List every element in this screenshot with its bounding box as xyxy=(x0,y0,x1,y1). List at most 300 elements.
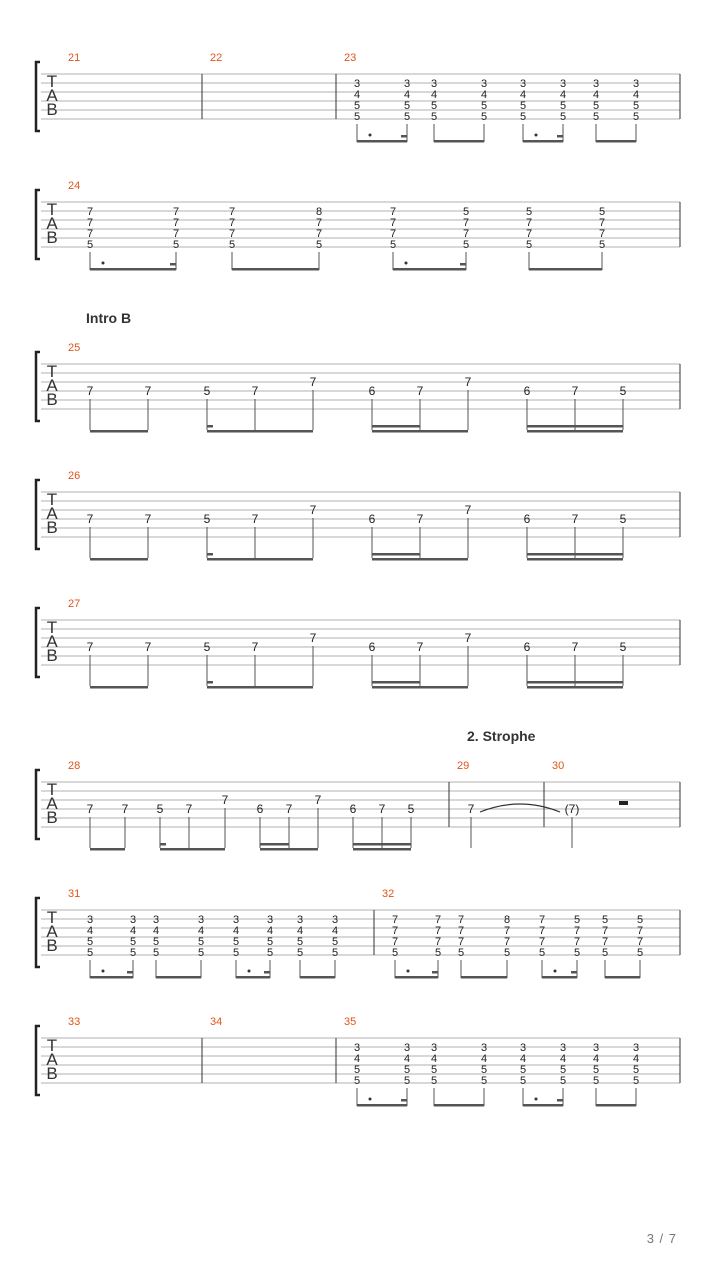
fret-number: 7 xyxy=(525,217,533,229)
fret-number: 5 xyxy=(519,100,527,112)
fret-number: 8 xyxy=(315,206,323,218)
fret-number: 7 xyxy=(467,802,475,816)
fret-number: 4 xyxy=(403,89,411,101)
fret-number: 3 xyxy=(86,914,94,926)
beam xyxy=(393,268,466,271)
fret-number: 5 xyxy=(559,111,567,123)
beam xyxy=(300,976,335,979)
fret-number: 4 xyxy=(519,89,527,101)
beam xyxy=(264,971,270,974)
fret-number: 5 xyxy=(601,914,609,926)
fret-number: 5 xyxy=(480,100,488,112)
fret-number: 4 xyxy=(480,1053,488,1065)
beam xyxy=(353,848,411,851)
fret-number: 4 xyxy=(632,1053,640,1065)
fret-number: 5 xyxy=(86,239,94,251)
beam xyxy=(170,263,176,266)
fret-number: 5 xyxy=(559,1064,567,1076)
beam xyxy=(527,430,623,433)
fret-number: 4 xyxy=(559,1053,567,1065)
fret-number: 7 xyxy=(309,503,317,517)
dot xyxy=(102,970,105,973)
fret-number: 5 xyxy=(592,1075,600,1087)
dot xyxy=(407,970,410,973)
beam xyxy=(434,140,484,143)
fret-number: 5 xyxy=(315,239,323,251)
beam xyxy=(232,268,319,271)
fret-number: 5 xyxy=(403,1075,411,1087)
fret-number: 5 xyxy=(232,936,240,948)
fret-number: 7 xyxy=(221,793,229,807)
fret-number: 5 xyxy=(519,1075,527,1087)
fret-number: 4 xyxy=(266,925,274,937)
fret-number: 5 xyxy=(619,384,627,398)
beam xyxy=(527,681,623,684)
fret-number: 4 xyxy=(559,89,567,101)
fret-number: 5 xyxy=(353,111,361,123)
measure-number: 32 xyxy=(382,888,395,900)
fret-number: 4 xyxy=(197,925,205,937)
fret-number: 7 xyxy=(464,631,472,645)
fret-number: 3 xyxy=(592,1042,600,1054)
fret-number: 5 xyxy=(391,947,399,959)
fret-number: 6 xyxy=(523,512,531,526)
fret-number: 5 xyxy=(353,1075,361,1087)
fret-number: 7 xyxy=(228,206,236,218)
fret-number: 7 xyxy=(86,512,94,526)
fret-number: 5 xyxy=(203,640,211,654)
tab-clef-t: T xyxy=(46,362,58,381)
fret-number: 4 xyxy=(403,1053,411,1065)
fret-number: 5 xyxy=(430,111,438,123)
fret-number: 5 xyxy=(353,1064,361,1076)
fret-number: 3 xyxy=(632,78,640,90)
measure-number: 21 xyxy=(68,52,81,64)
fret-number: 7 xyxy=(251,640,259,654)
fret-number: 7 xyxy=(416,512,424,526)
tab-clef-a: A xyxy=(46,632,58,651)
fret-number: 7 xyxy=(315,228,323,240)
fret-number: 5 xyxy=(156,802,164,816)
fret-number: 3 xyxy=(353,1042,361,1054)
beam xyxy=(401,1099,407,1102)
fret-number: 3 xyxy=(152,914,160,926)
fret-number: 5 xyxy=(573,947,581,959)
fret-number: 4 xyxy=(331,925,339,937)
fret-number: 7 xyxy=(571,384,579,398)
dot xyxy=(369,1098,372,1101)
measure-number: 27 xyxy=(68,598,81,610)
beam xyxy=(353,843,411,846)
fret-number: 5 xyxy=(632,111,640,123)
tab-clef-b: B xyxy=(46,390,58,409)
fret-number: 3 xyxy=(519,78,527,90)
fret-number: 5 xyxy=(619,640,627,654)
fret-number: 5 xyxy=(462,206,470,218)
fret-number: 7 xyxy=(86,206,94,218)
beam xyxy=(401,135,407,138)
fret-number: 6 xyxy=(368,384,376,398)
fret-number: 6 xyxy=(349,802,357,816)
beam xyxy=(461,976,507,979)
fret-number: 5 xyxy=(203,512,211,526)
fret-number: 7 xyxy=(86,384,94,398)
fret-number: 7 xyxy=(434,925,442,937)
fret-number: 5 xyxy=(619,512,627,526)
fret-number: 5 xyxy=(559,100,567,112)
beam xyxy=(605,976,640,979)
tab-clef-b: B xyxy=(46,100,58,119)
fret-number: 5 xyxy=(592,111,600,123)
fret-number: 5 xyxy=(480,111,488,123)
dot xyxy=(369,134,372,137)
fret-number: 3 xyxy=(519,1042,527,1054)
fret-number: 4 xyxy=(86,925,94,937)
tab-system xyxy=(36,770,680,851)
fret-number: 5 xyxy=(331,947,339,959)
beam xyxy=(529,268,602,271)
fret-number: 3 xyxy=(266,914,274,926)
beam xyxy=(372,681,420,684)
fret-number: 3 xyxy=(331,914,339,926)
fret-number: 7 xyxy=(601,936,609,948)
fret-number: 5 xyxy=(457,947,465,959)
fret-number: 7 xyxy=(228,228,236,240)
fret-number: 5 xyxy=(525,206,533,218)
beam xyxy=(90,268,176,271)
tab-clef-a: A xyxy=(46,86,58,105)
beam xyxy=(523,1104,563,1107)
tab-clef-b: B xyxy=(46,646,58,665)
beam xyxy=(527,558,623,561)
beam xyxy=(207,681,213,684)
fret-number: 5 xyxy=(632,100,640,112)
dot xyxy=(535,1098,538,1101)
fret-number: 3 xyxy=(480,78,488,90)
fret-number: 7 xyxy=(636,925,644,937)
beam xyxy=(557,1099,563,1102)
fret-number: 5 xyxy=(403,1064,411,1076)
beam xyxy=(90,558,148,561)
fret-number: 7 xyxy=(315,217,323,229)
measure-number: 22 xyxy=(210,52,223,64)
fret-number: 4 xyxy=(592,1053,600,1065)
fret-number: 4 xyxy=(480,89,488,101)
fret-number: 7 xyxy=(457,936,465,948)
fret-number: 5 xyxy=(203,384,211,398)
tie xyxy=(480,804,560,812)
fret-number: 5 xyxy=(197,936,205,948)
beam xyxy=(160,843,166,846)
beam xyxy=(207,558,313,561)
fret-number: 3 xyxy=(592,78,600,90)
beam xyxy=(90,430,148,433)
dot xyxy=(102,262,105,265)
beam xyxy=(523,140,563,143)
beam xyxy=(127,971,133,974)
beam xyxy=(372,558,468,561)
beam xyxy=(542,976,577,979)
fret-number: 7 xyxy=(571,640,579,654)
measure-number: 33 xyxy=(68,1016,81,1028)
tab-clef-t: T xyxy=(46,200,58,219)
fret-number: 5 xyxy=(632,1064,640,1076)
fret-number: 7 xyxy=(462,228,470,240)
fret-number: 5 xyxy=(525,239,533,251)
measure-number: 24 xyxy=(68,180,81,192)
fret-number: 7 xyxy=(601,925,609,937)
fret-number: 7 xyxy=(416,384,424,398)
dot xyxy=(535,134,538,137)
section-label: Intro B xyxy=(86,310,132,326)
fret-number: 7 xyxy=(86,640,94,654)
beam xyxy=(372,425,420,428)
tab-clef-b: B xyxy=(46,936,58,955)
fret-number: 4 xyxy=(430,89,438,101)
fret-number: 5 xyxy=(296,936,304,948)
beam xyxy=(596,1104,636,1107)
system-bracket xyxy=(36,898,40,967)
tab-clef-t: T xyxy=(46,618,58,637)
beam xyxy=(90,848,125,851)
fret-number: 5 xyxy=(172,239,180,251)
fret-number: 3 xyxy=(430,78,438,90)
dot xyxy=(405,262,408,265)
system-bracket xyxy=(36,770,40,839)
fret-number: 7 xyxy=(391,925,399,937)
beam xyxy=(432,971,438,974)
system-bracket xyxy=(36,352,40,421)
fret-number: 7 xyxy=(285,802,293,816)
rest xyxy=(619,801,628,805)
tab-clef-b: B xyxy=(46,808,58,827)
fret-number: 7 xyxy=(503,936,511,948)
fret-number: 7 xyxy=(185,802,193,816)
beam xyxy=(207,553,213,556)
tab-clef-b: B xyxy=(46,1064,58,1083)
beam xyxy=(260,843,289,846)
tab-clef-a: A xyxy=(46,504,58,523)
fret-number: 5 xyxy=(636,914,644,926)
fret-number: 4 xyxy=(129,925,137,937)
fret-number: 7 xyxy=(251,384,259,398)
fret-number: 7 xyxy=(144,640,152,654)
measure-number: 23 xyxy=(344,52,357,64)
measure-number: 31 xyxy=(68,888,81,900)
beam xyxy=(357,140,407,143)
fret-number: 4 xyxy=(430,1053,438,1065)
fret-number: 5 xyxy=(266,947,274,959)
fret-number: 3 xyxy=(403,78,411,90)
fret-number: 5 xyxy=(601,947,609,959)
fret-number: 5 xyxy=(403,111,411,123)
fret-number: 7 xyxy=(598,228,606,240)
system-bracket xyxy=(36,608,40,677)
fret-number: 5 xyxy=(462,239,470,251)
fret-number: 7 xyxy=(314,793,322,807)
beam xyxy=(372,686,468,689)
fret-number: 7 xyxy=(464,375,472,389)
fret-number: 6 xyxy=(523,384,531,398)
fret-number: 5 xyxy=(573,914,581,926)
beam xyxy=(156,976,201,979)
fret-number: 7 xyxy=(457,914,465,926)
tab-clef-t: T xyxy=(46,908,58,927)
fret-number: 4 xyxy=(592,89,600,101)
beam xyxy=(527,553,623,556)
fret-number: 7 xyxy=(86,217,94,229)
fret-number: 7 xyxy=(573,925,581,937)
fret-number: 5 xyxy=(430,100,438,112)
fret-number: 5 xyxy=(129,947,137,959)
fret-number: 7 xyxy=(434,914,442,926)
beam xyxy=(527,425,623,428)
fret-number: 7 xyxy=(86,228,94,240)
fret-number: 5 xyxy=(228,239,236,251)
fret-number: 7 xyxy=(144,512,152,526)
fret-number: 5 xyxy=(266,936,274,948)
fret-number: 7 xyxy=(457,925,465,937)
fret-number: 7 xyxy=(86,802,94,816)
fret-number: 5 xyxy=(519,1064,527,1076)
measure-number: 30 xyxy=(552,760,565,772)
fret-number: 5 xyxy=(86,936,94,948)
fret-number: 5 xyxy=(559,1075,567,1087)
beam xyxy=(395,976,438,979)
fret-number: 5 xyxy=(538,947,546,959)
tab-system xyxy=(36,190,680,271)
fret-number: 5 xyxy=(480,1075,488,1087)
beam xyxy=(357,1104,407,1107)
fret-number: 5 xyxy=(632,1075,640,1087)
fret-number: 7 xyxy=(538,925,546,937)
section-label: 2. Strophe xyxy=(467,728,536,744)
fret-number: 7 xyxy=(172,217,180,229)
measure-number: 25 xyxy=(68,342,81,354)
fret-number: 7 xyxy=(503,925,511,937)
fret-number: 7 xyxy=(525,228,533,240)
fret-number: 5 xyxy=(430,1075,438,1087)
fret-number: 7 xyxy=(416,640,424,654)
fret-number: 5 xyxy=(86,947,94,959)
fret-number: 7 xyxy=(462,217,470,229)
beam xyxy=(90,976,133,979)
tab-clef-t: T xyxy=(46,490,58,509)
fret-number: 3 xyxy=(559,1042,567,1054)
beam xyxy=(527,686,623,689)
fret-number: 3 xyxy=(197,914,205,926)
system-bracket xyxy=(36,480,40,549)
tab-clef-t: T xyxy=(46,1036,58,1055)
beam xyxy=(571,971,577,974)
fret-number: 5 xyxy=(407,802,415,816)
fret-number: 4 xyxy=(632,89,640,101)
tab-clef-a: A xyxy=(46,922,58,941)
system-bracket xyxy=(36,62,40,131)
measure-number: 28 xyxy=(68,760,81,772)
tab-system xyxy=(36,480,680,561)
fret-number: 7 xyxy=(571,512,579,526)
system-bracket xyxy=(36,1026,40,1095)
fret-number: 5 xyxy=(434,947,442,959)
beam xyxy=(434,1104,484,1107)
fret-number: 7 xyxy=(391,914,399,926)
fret-number: 6 xyxy=(256,802,264,816)
measure-number: 29 xyxy=(457,760,470,772)
fret-number: 5 xyxy=(480,1064,488,1076)
fret-number: 7 xyxy=(464,503,472,517)
fret-number: 5 xyxy=(152,936,160,948)
fret-number: 3 xyxy=(632,1042,640,1054)
fret-number: 3 xyxy=(296,914,304,926)
fret-number: 5 xyxy=(353,100,361,112)
tab-clef-t: T xyxy=(46,780,58,799)
fret-number: 3 xyxy=(129,914,137,926)
fret-number: (7) xyxy=(564,802,580,816)
tab-clef-t: T xyxy=(46,72,58,91)
fret-number: 5 xyxy=(430,1064,438,1076)
fret-number: 5 xyxy=(592,1064,600,1076)
fret-number: 5 xyxy=(152,947,160,959)
fret-number: 7 xyxy=(228,217,236,229)
fret-number: 7 xyxy=(251,512,259,526)
fret-number: 7 xyxy=(391,936,399,948)
beam xyxy=(160,848,225,851)
tab-clef-a: A xyxy=(46,376,58,395)
beam xyxy=(207,425,213,428)
dot xyxy=(554,970,557,973)
fret-number: 5 xyxy=(519,111,527,123)
beam xyxy=(236,976,270,979)
beam xyxy=(372,553,420,556)
fret-number: 7 xyxy=(378,802,386,816)
fret-number: 3 xyxy=(403,1042,411,1054)
beam xyxy=(557,135,563,138)
fret-number: 5 xyxy=(592,100,600,112)
fret-number: 7 xyxy=(121,802,129,816)
beam xyxy=(596,140,636,143)
fret-number: 7 xyxy=(309,375,317,389)
fret-number: 5 xyxy=(197,947,205,959)
beam xyxy=(260,848,318,851)
measure-number: 26 xyxy=(68,470,81,482)
fret-number: 6 xyxy=(368,512,376,526)
fret-number: 7 xyxy=(144,384,152,398)
fret-number: 3 xyxy=(480,1042,488,1054)
fret-number: 7 xyxy=(309,631,317,645)
fret-number: 4 xyxy=(353,1053,361,1065)
fret-number: 7 xyxy=(636,936,644,948)
fret-number: 3 xyxy=(559,78,567,90)
fret-number: 5 xyxy=(389,239,397,251)
fret-number: 4 xyxy=(353,89,361,101)
fret-number: 8 xyxy=(503,914,511,926)
fret-number: 5 xyxy=(503,947,511,959)
tab-clef-b: B xyxy=(46,228,58,247)
fret-number: 5 xyxy=(232,947,240,959)
fret-number: 5 xyxy=(598,239,606,251)
tab-clef-a: A xyxy=(46,214,58,233)
fret-number: 6 xyxy=(368,640,376,654)
fret-number: 4 xyxy=(519,1053,527,1065)
fret-number: 5 xyxy=(403,100,411,112)
measure-number: 34 xyxy=(210,1016,223,1028)
fret-number: 7 xyxy=(538,936,546,948)
beam xyxy=(207,430,313,433)
page-number: 3 / 7 xyxy=(646,1231,677,1246)
fret-number: 7 xyxy=(389,217,397,229)
fret-number: 5 xyxy=(636,947,644,959)
